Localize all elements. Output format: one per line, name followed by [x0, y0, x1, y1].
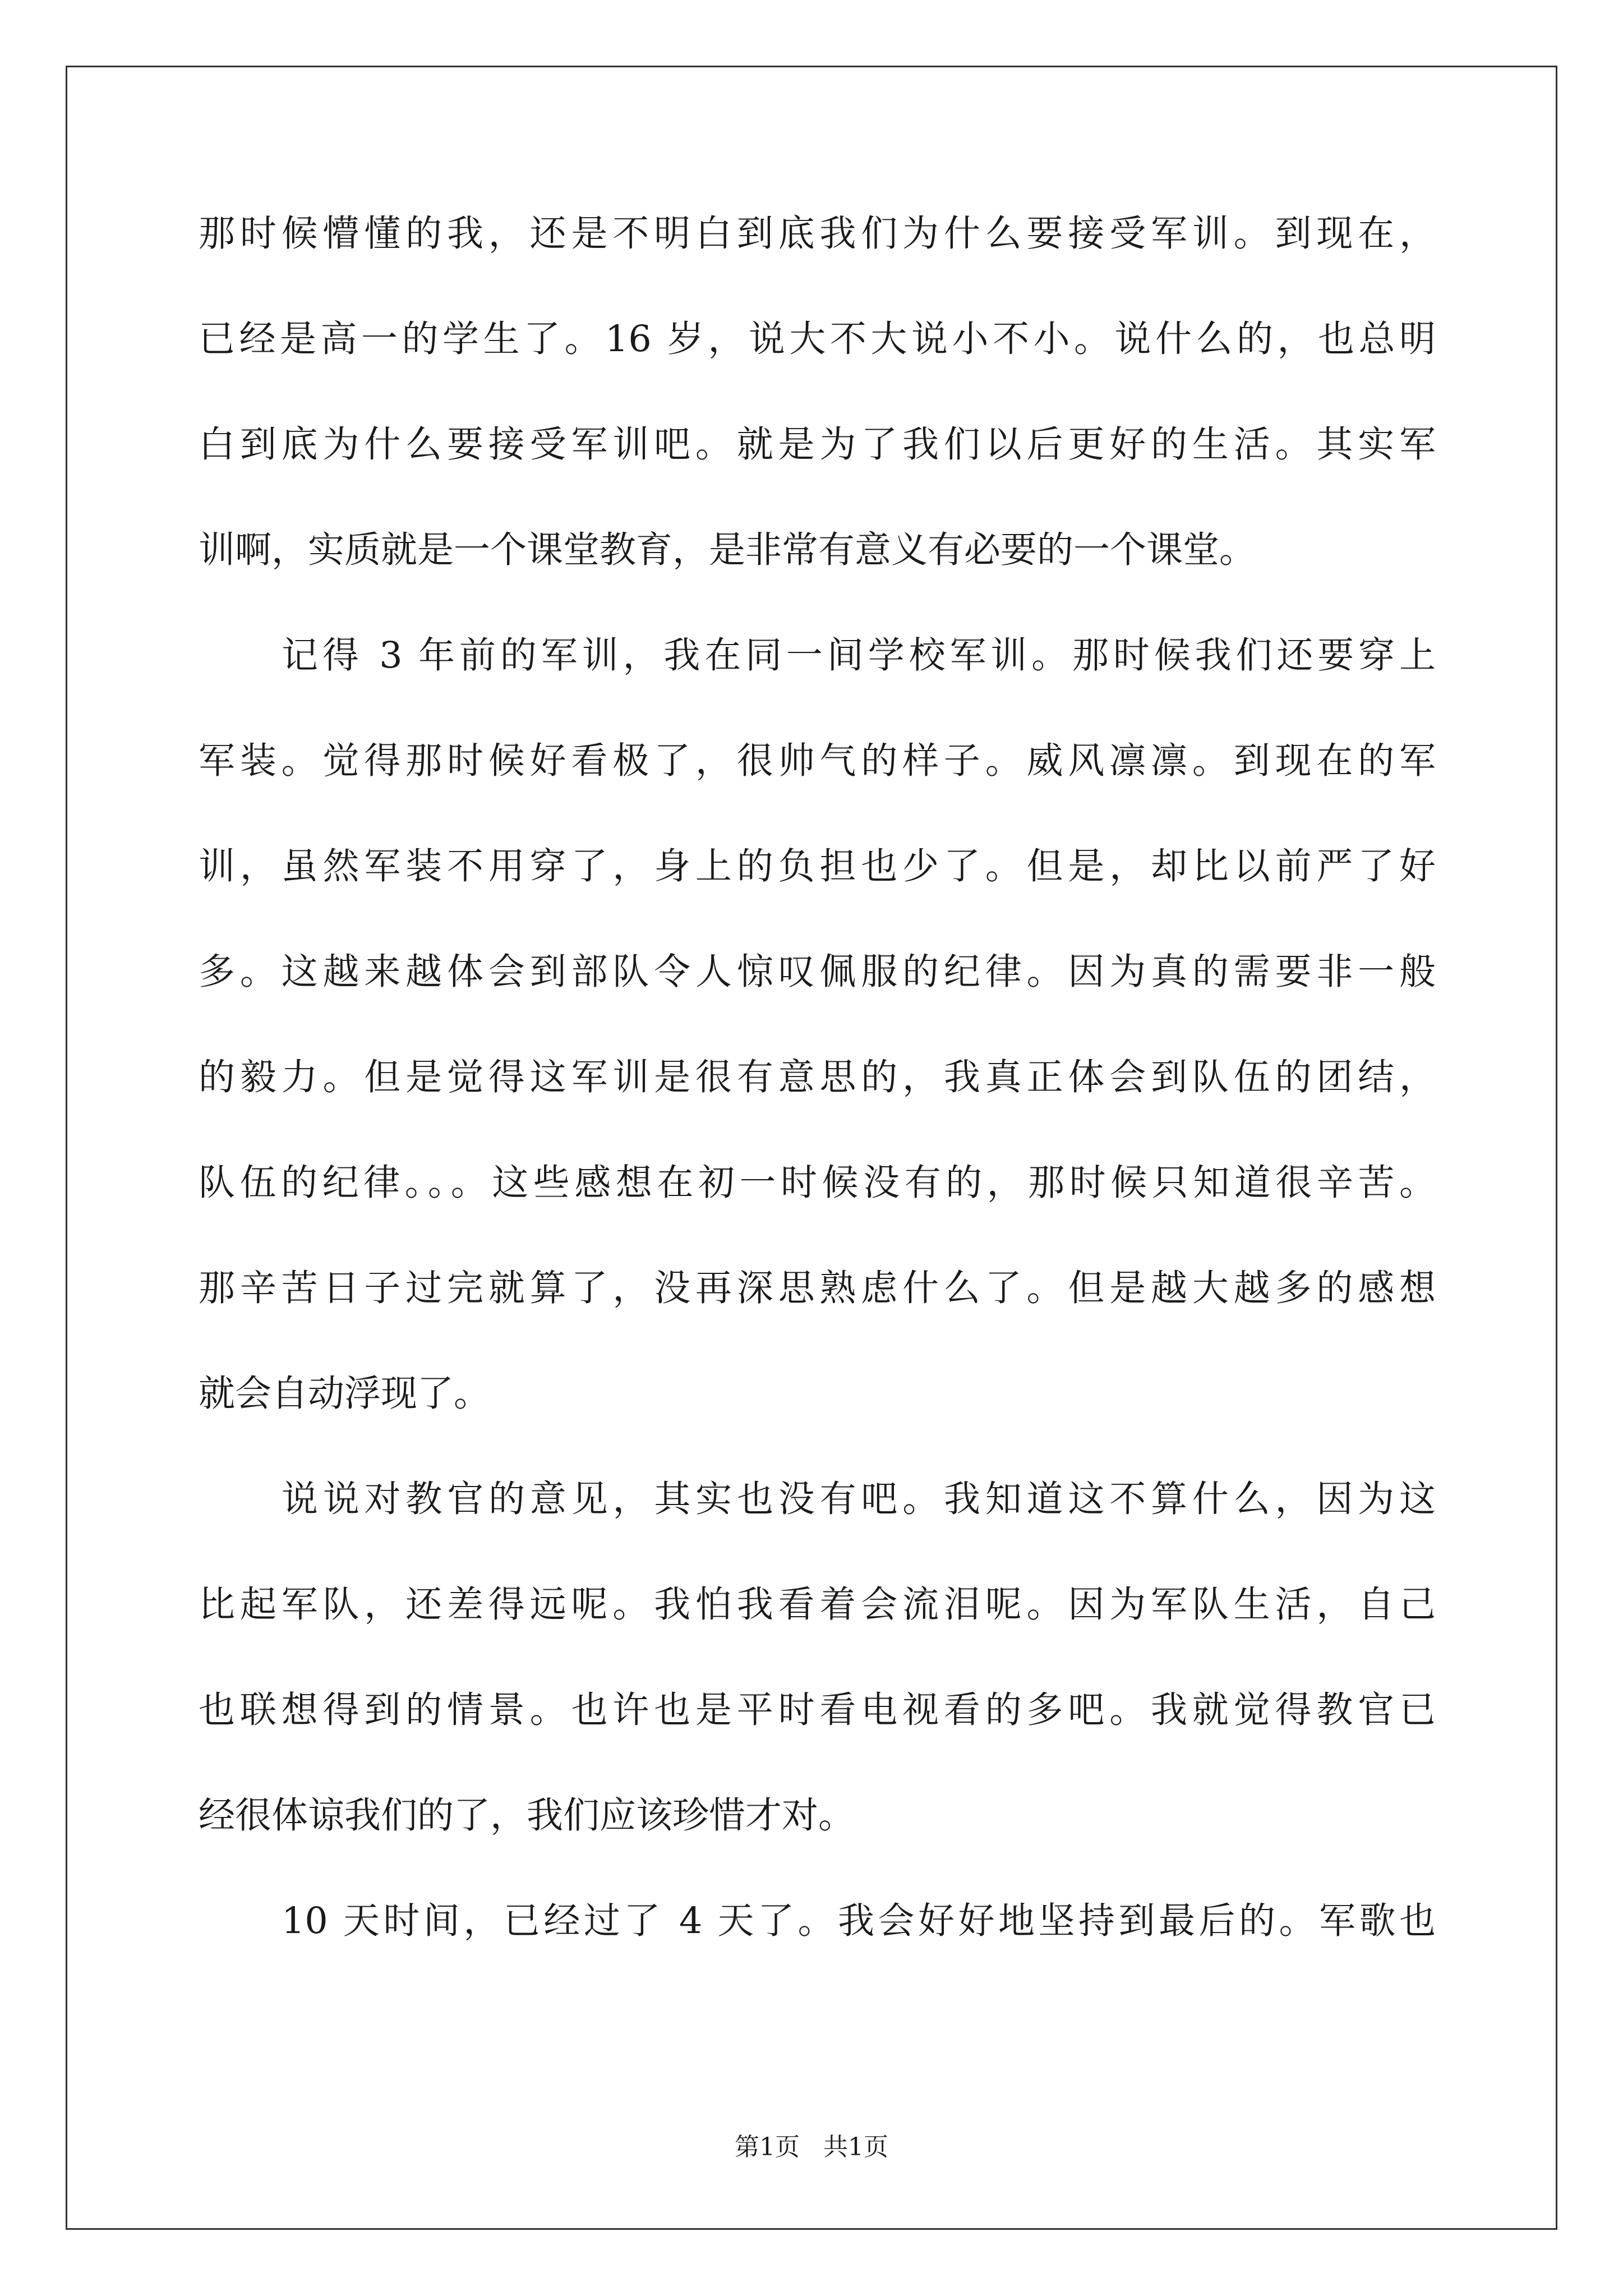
text-line: 那时候懵懂的我，还是不明白到底我们为什么要接受军训。到现在，	[199, 213, 1436, 255]
text-line: 白到底为什么要接受军训吧。就是为了我们以后更好的生活。其实军	[199, 424, 1436, 466]
paragraph-first-line: 记得 3 年前的军训，我在同一间学校军训。那时候我们还要穿上	[282, 634, 1436, 677]
paragraph-first-line: 说说对教官的意见，其实也没有吧。我知道这不算什么，因为这	[282, 1478, 1436, 1520]
page-number-footer: 第1页 共1页	[735, 2133, 888, 2161]
text-line: 多。这越来越体会到部队令人惊叹佩服的纪律。因为真的需要非一般	[199, 951, 1436, 993]
paragraph-first-line: 10 天时间，已经过了 4 天了。我会好好地坚持到最后的。军歌也	[282, 1900, 1436, 1942]
text-line: 训啊，实质就是一个课堂教育，是非常有意义有必要的一个课堂。	[199, 529, 1256, 571]
text-line: 就会自动浮现了。	[199, 1373, 491, 1415]
text-line: 军装。觉得那时候好看极了，很帅气的样子。威风凛凛。到现在的军	[199, 740, 1436, 782]
text-line: 的毅力。但是觉得这军训是很有意思的，我真正体会到队伍的团结，	[199, 1056, 1436, 1098]
text-line: 队伍的纪律。。。这些感想在初一时候没有的，那时候只知道很辛苦。	[199, 1162, 1436, 1204]
text-line: 也联想得到的情景。也许也是平时看电视看的多吧。我就觉得教官已	[199, 1689, 1436, 1731]
text-line: 那辛苦日子过完就算了，没再深思熟虑什么了。但是越大越多的感想	[199, 1267, 1436, 1309]
text-line: 训，虽然军装不用穿了，身上的负担也少了。但是，却比以前严了好	[199, 845, 1436, 887]
text-line: 已经是高一的学生了。16 岁，说大不大说小不小。说什么的，也总明	[199, 318, 1436, 360]
text-line: 比起军队，还差得远呢。我怕我看着会流泪呢。因为军队生活，自己	[199, 1584, 1436, 1626]
text-line: 经很体谅我们的了，我们应该珍惜才对。	[199, 1795, 855, 1837]
